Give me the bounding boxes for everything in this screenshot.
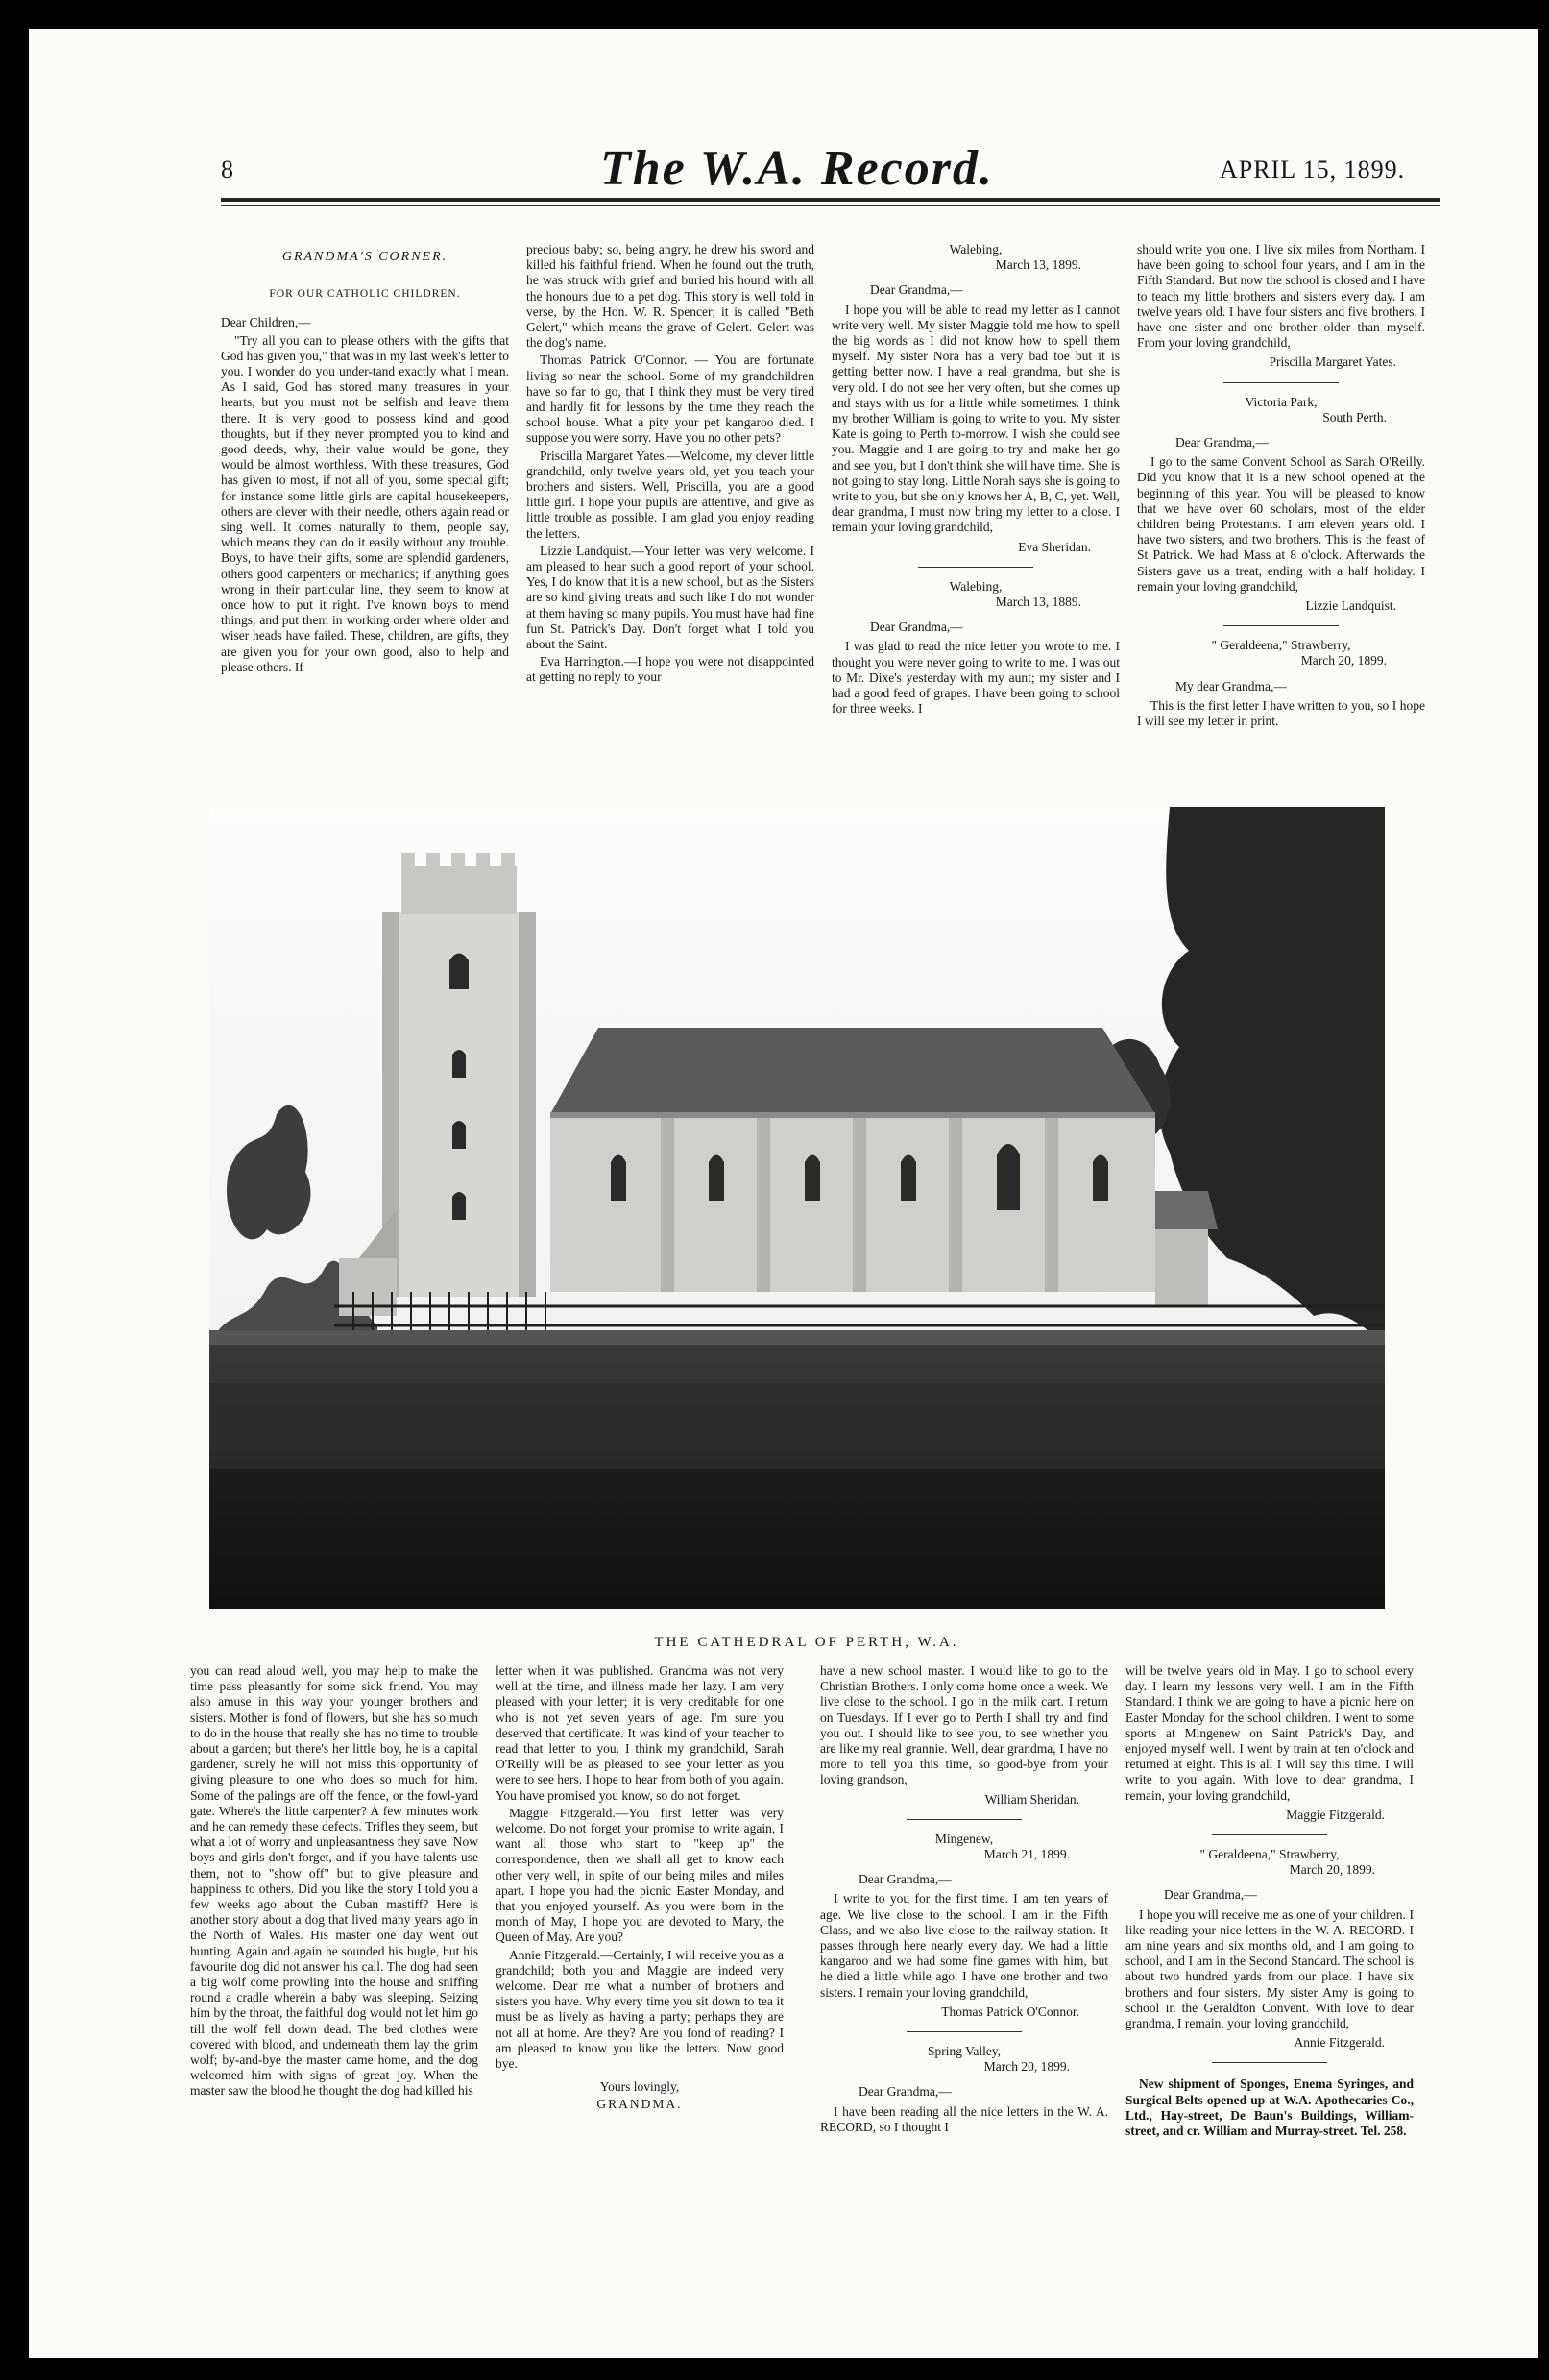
letter-date: March 13, 1889.	[995, 595, 1081, 610]
reply-paragraph: Thomas Patrick O'Connor. — You are fortunate living so near the school. Some of my grandchildren have so far to go, that I think they must be very tired and hardly fit for lessons by the time they reach the school house. What a pity your pet kangaroo died. I suppose you were sorry. Have you no other pets?	[526, 352, 814, 446]
letter-place: Mingenew,	[934, 1831, 994, 1846]
advert-divider	[1212, 2062, 1327, 2063]
letter-body: have a new school master. I would like to go to the Christian Brothers. I only come home once a week. We live close to the school. I go in the milk cart. I return on Tuesdays. If I ever go to Perth I shall try and find you out. I should like to see you, to see whether you are like my real grannie. Well, dear grandma, I have no more to tell you this time, so good-bye from your loving grandson,	[820, 1664, 1108, 1787]
letter-place-line2: South Perth.	[1322, 409, 1387, 425]
letter-salutation: Dear Grandma,—	[870, 282, 963, 298]
masthead-rule	[221, 198, 1440, 202]
letter-signature: Eva Sheridan.	[1018, 539, 1091, 554]
letter-signature: Priscilla Margaret Yates.	[1269, 354, 1396, 370]
section-heading: GRANDMA'S CORNER.	[281, 250, 448, 264]
letter-body: I hope you will receive me as one of your children. I like reading your nice letters in the W. A. RECORD. I am nine years and six months old, and I am going to school, and I am in the Second Standard. The school is about two hundred yards from our place. I have six brothers and four sisters. My sister Amy is going to school in the Geraldton Convent. With love to dear grandma, I remain, your loving grandchild,	[1125, 1906, 1414, 2031]
letter-salutation: Dear Grandma,—	[1164, 1887, 1257, 1903]
column-letters-1	[832, 242, 1120, 799]
letter-place: Victoria Park,	[1245, 394, 1318, 409]
photo-caption: THE CATHEDRAL OF PERTH, W.A.	[654, 1635, 959, 1650]
article-paragraph: precious baby; so, being angry, he drew his sword and killed his faithful friend. When he found out the truth, he was struck with grief and buried his hound with all the honours due to a pet dog. This story is well told in verse, by the Hon. W. R. Spencer; it is called "Beth Gelert," which means the grave of Gelert. Gelert was the dog's name.	[526, 242, 814, 351]
letter-divider	[907, 2031, 1022, 2032]
letter-place: " Geraldeena," Strawberry,	[1211, 638, 1351, 653]
letter-signature: Thomas Patrick O'Connor.	[941, 2004, 1079, 2019]
letter-signature: Lizzie Landquist.	[1305, 598, 1396, 614]
closing: Yours lovingly,	[599, 2079, 680, 2095]
column-grandmas-corner	[221, 242, 509, 799]
letter-divider	[918, 567, 1033, 568]
letter-salutation: Dear Grandma,—	[859, 1872, 952, 1887]
letter-body: I hope you will be able to read my letter as I cannot write very well. My sister Maggie told me how to spell the big words as I did not know how to spell them myself. My sister Nora has a very bad toe but it is getting better now. I have a real grandma, but she is very old. I do not see her very often, but she comes up and stays with us for a little while sometimes. I think my brother William is going to write to you. My sister Kate is going to Perth to-morrow. I wish she could see you. Maggie and I are going to try and make her go and see you, but I don't think she will have time. She is not going to stay long. Little Norah says she is going to write to you, but she only knows her A, B, C, yet. Well, dear grandma, I must now bring my letter to a close. I remain your loving grandchild,	[832, 302, 1120, 535]
column-replies-2	[496, 1664, 784, 2221]
letter-divider	[907, 1819, 1022, 1820]
letter-divider	[1223, 382, 1339, 383]
letter-salutation: Dear Grandma,—	[859, 2084, 952, 2100]
section-subheading: FOR OUR CATHOLIC CHILDREN.	[269, 288, 461, 301]
masthead	[29, 29, 1538, 206]
advertisement: New shipment of Sponges, Enema Syringes, and Surgical Belts opened up at W.A. Apothecaries Co., Ltd., Hay-street, De Baun's Buildings, William-street, and cr. William and Murray-street. Tel. 258.	[1125, 2076, 1414, 2139]
signature-grandma: GRANDMA.	[596, 2097, 683, 2112]
column-letters-3	[820, 1664, 1108, 2221]
article-body: you can read aloud well, you may help to make the time pass pleasantly for some sick friend. You may also amuse in this way your younger brothers and sisters. Mother is fond of flowers, but she has so much to do in the house that really she has no time to trouble about a garden; but there's her little boy, he is a capital gardener, surely he will not miss this opportunity of giving pleasure to one who does so much for him. Some of the palings are off the fence, or the fowl-yard gate. Where's the little carpenter? A few minutes work and he can remedy these defects. Trifles they seem, but what a lot of worry and unpleasantness they save. Now boys and girls don't forget, and if you have talents use them, not to "show off" but to give pleasure and happiness to others. Did you like the story I told you a few weeks ago about the Cuban mastiff? Here is another story about a dog that lived many years ago in the North of Wales. His master one day went out hunting. Again and again he sounded his bugle, but his favourite dog did not answer his call. The dog had seen a big wolf come prowling into the house and sniffing round a cradle wherein a baby was sleeping. Seizing him by the throat, the faithful dog would not let him go till the wolf fell down dead. The bed clothes were covered with blood, and underneath them lay the grim wolf; by-and-bye the master came home, and the dog welcomed him with signs of great joy. When the master saw the blood he thought the dog had killed his	[190, 1664, 478, 2099]
letter-body: I was glad to read the nice letter you wrote to me. I thought you were never going to write to me. I was out to Mr. Dixe's yesterday with my aunt; my sister and I had a good feed of grapes. I have been going to school for three weeks. I	[832, 639, 1120, 716]
letter-body: will be twelve years old in May. I go to school every day. I learn my lessons very well. I am in the Fifth Standard. I think we are going to have a picnic here on Easter Monday for the school children. I went to some sports at Mingenew on Saint Patrick's Day, and enjoyed myself well. I went by train at ten o'clock and returned at eight. This is all I will say this time. I will write to you again. With love to dear grandma, I remain, your loving grandchild,	[1125, 1664, 1414, 1803]
reply-paragraph: letter when it was published. Grandma was not very well at the time, and illness made her lazy. I am very pleased with your letter; it is very creditable for one who is not yet seven years of age. I'm sure you deserved that certificate. It was kind of your teacher to read that letter to you. I think my grandchild, Sarah O'Reilly will be as pleased to see your letter as you were to see hers. I hope to hear from both of you again. You have promised you know, so do not forget.	[496, 1664, 784, 1803]
article-body: "Try all you can to please others with the gifts that God has given you," that was in my last week's letter to you. I wonder do you under-tand exactly what I mean. As I said, God has stored many treasures in your hearts, but you must not be selfish and leave them there. It is very good to possess kind and good thoughts, but if they never prompted you to kind and good deeds, why, their value would be gone, they would be almost worthless. With these treasures, God has given to most, if not all of you, some special gift; for instance some little girls are capital housekeepers, others are clever with their needle, others again read or sing well. It comes naturally to them, people say, which means they can do it easily without any trouble. Boys, to have their gifts, some are splendid gardeners, others good carpenters or mechanics; if anything goes wrong in their particular line, they seem to know at once how to put it right. I've known boys to mend things, and put them in working order where older and wiser heads have failed. These, children, are gifts, they are given you for your own good, also to help and please others. If	[221, 332, 509, 674]
letter-body: This is the first letter I have written to you, so I hope I will see my letter in print.	[1137, 697, 1425, 729]
letter-place: Walebing,	[949, 578, 1003, 594]
letter-signature: Maggie Fitzgerald.	[1286, 1807, 1385, 1822]
column-grandmas-corner-continued	[190, 1664, 478, 2221]
masthead-rule-thin	[221, 205, 1440, 206]
letter-date: March 13, 1899.	[995, 257, 1081, 273]
reply-paragraph: Priscilla Margaret Yates.—Welcome, my clever little grandchild, only twelve years old, yet you teach your brothers and sisters. Well, Priscilla, you are a good little girl. I hope your pupils are attentive, and give as little trouble as possible. I am glad you enjoy reading the letters.	[526, 448, 814, 541]
letter-place: " Geraldeena," Strawberry,	[1199, 1847, 1340, 1862]
letter-divider	[1212, 1834, 1327, 1835]
newspaper-page	[29, 29, 1538, 2358]
letter-salutation: My dear Grandma,—	[1175, 678, 1287, 693]
letter-signature: William Sheridan.	[984, 1791, 1079, 1807]
cathedral-illustration	[209, 807, 1385, 1609]
letter-salutation: Dear Grandma,—	[1175, 435, 1269, 450]
letter-body: I write to you for the first time. I am ten years of age. We live close to the school. I am in the Fifth Class, and we also live close to the railway station. It passes through here nearly every day. We had a little kangaroo and we had some fine games with him, but he died a little while ago. I have one brother and two sisters. I remain your loving grandchild,	[820, 1891, 1108, 2000]
cathedral-photograph	[209, 807, 1385, 1609]
column-replies-1	[526, 242, 814, 799]
letter-salutation: Dear Grandma,—	[870, 619, 963, 635]
newspaper-title: The W.A. Record.	[600, 141, 994, 196]
letter-body: I go to the same Convent School as Sarah O'Reilly. Did you know that it is a new school opened at the beginning of this year. You will be pleased to know that we have over 60 scholars, most of the elder children being Protestants. I am eleven years old. I have two sisters, and two brothers. This is the feast of St Patrick. We had Mass at 8 o'clock. Afterwards the Sisters gave us a treat, ending with a half holiday. I remain your loving grandchild,	[1137, 454, 1425, 594]
letter-body: I have been reading all the nice letters in the W. A. RECORD, so I thought I	[820, 2103, 1108, 2134]
reply-paragraph: Maggie Fitzgerald.—You first letter was very welcome. Do not forget your promise to write again, I want all those who start to "keep up" the correspondence, then we shall all get to know each other very well, in spite of our being miles and miles apart. I hope you had the picnic Easter Monday, and that you enjoyed yourself. As you were born in the month of May, I hope you are devoted to Mary, the Queen of May. Are you?	[496, 1805, 784, 1945]
column-letters-4	[1125, 1664, 1414, 2221]
letter-date: March 20, 1899.	[1289, 1862, 1375, 1878]
letter-place: Walebing,	[949, 242, 1003, 256]
page-number: 8	[221, 156, 233, 183]
reply-paragraph: Annie Fitzgerald.—Certainly, I will receive you as a grandchild; both you and Maggie are indeed very welcome. Dear me what a number of brothers and sisters you have. Why every time you sit down to tea it must be as lively as having a party; perhaps they are not all at home. Are they? Are you fond of reading? I am pleased to know you like the letters. Now good bye.	[496, 1947, 784, 2072]
letter-date: March 20, 1899.	[1300, 653, 1387, 668]
reply-paragraph: Eva Harrington.—I hope you were not disappointed at getting no reply to your	[526, 654, 814, 685]
salutation: Dear Children,—	[221, 315, 311, 330]
column-letters-2	[1137, 242, 1425, 799]
letter-date: March 21, 1899.	[983, 1847, 1070, 1862]
letter-divider	[1223, 625, 1339, 626]
letter-place: Spring Valley,	[927, 2044, 1002, 2059]
issue-date: APRIL 15, 1899.	[1220, 156, 1406, 183]
letter-date: March 20, 1899.	[983, 2059, 1070, 2075]
letter-body: should write you one. I live six miles from Northam. I have been going to school four years, and I am in the Fifth Standard. But now the school is closed and I have to teach my little brothers and sisters every day. I am twelve years old. I have four sisters and five brothers. I have one sister and one brother older than myself. From your loving grandchild,	[1137, 242, 1425, 351]
letter-signature: Annie Fitzgerald.	[1294, 2035, 1385, 2051]
reply-paragraph: Lizzie Landquist.—Your letter was very welcome. I am pleased to hear such a good report of your school. Yes, I do know that it is a new school, but as the Sisters are so kind giving treats and such like I do not wonder at them having so many pupils. You must have had fine fun St. Patrick's Day. Don't forget what I told you about the Saint.	[526, 543, 814, 652]
